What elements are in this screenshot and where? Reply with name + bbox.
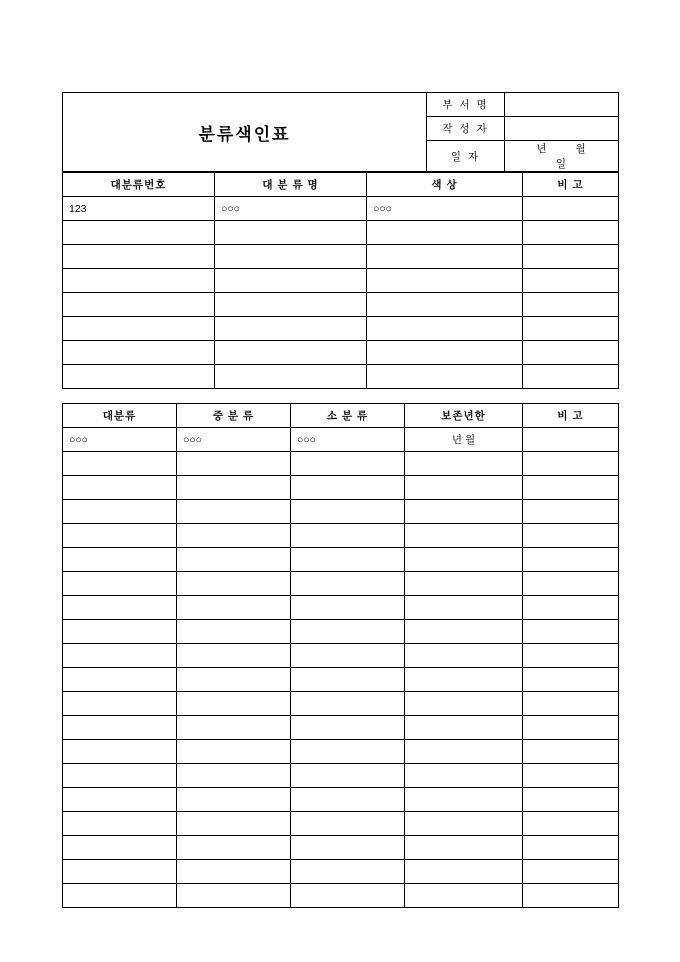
cell-retention-period[interactable] [405,788,523,812]
cell-major[interactable] [63,644,177,668]
cell-major[interactable] [63,500,177,524]
table-row[interactable] [63,644,619,668]
col-remarks: 비 고 [523,404,619,428]
cell-retention-period[interactable] [405,860,523,884]
cell-remarks[interactable] [523,365,619,389]
cell-retention-period[interactable] [405,524,523,548]
cell-major-name[interactable] [215,245,367,269]
cell-remarks[interactable] [523,812,619,836]
cell-middle[interactable] [177,668,291,692]
cell-retention-period[interactable] [405,812,523,836]
cell-major-number[interactable]: 123 [63,197,215,221]
cell-minor[interactable] [291,596,405,620]
cell-retention-period[interactable] [405,668,523,692]
table-row[interactable] [63,500,619,524]
cell-major[interactable] [63,716,177,740]
cell-major[interactable] [63,692,177,716]
table-row[interactable] [63,341,619,365]
value-date[interactable] [505,141,619,172]
cell-middle[interactable] [177,452,291,476]
table-row[interactable] [63,524,619,548]
table-row[interactable] [63,596,619,620]
table-row[interactable] [63,812,619,836]
cell-major[interactable] [63,764,177,788]
table-row[interactable] [63,245,619,269]
cell-minor[interactable] [291,884,405,908]
cell-middle[interactable] [177,572,291,596]
cell-major[interactable] [63,620,177,644]
cell-color[interactable] [367,341,523,365]
cell-major-name[interactable] [215,221,367,245]
cell-middle[interactable] [177,596,291,620]
cell-major-number[interactable] [63,365,215,389]
page-title: 분류색인표 [63,93,427,172]
table-row[interactable] [63,692,619,716]
cell-middle[interactable] [177,812,291,836]
cell-color[interactable] [367,269,523,293]
cell-retention-period[interactable] [405,836,523,860]
cell-retention-period[interactable] [405,692,523,716]
cell-remarks[interactable] [523,572,619,596]
cell-color[interactable] [367,293,523,317]
cell-minor[interactable]: ○○○ [291,428,405,452]
cell-remarks[interactable] [523,221,619,245]
cell-middle[interactable] [177,716,291,740]
cell-retention-period[interactable] [405,740,523,764]
cell-major[interactable] [63,668,177,692]
col-middle: 중 분 류 [177,404,291,428]
table-header-row [63,173,619,197]
table-row[interactable] [63,428,619,452]
cell-major-name[interactable] [215,269,367,293]
cell-minor[interactable] [291,812,405,836]
major-classification-table [62,172,619,389]
table-row[interactable] [63,293,619,317]
cell-major[interactable] [63,812,177,836]
cell-major-name[interactable]: ○○○ [215,197,367,221]
cell-remarks[interactable] [523,884,619,908]
cell-middle[interactable] [177,524,291,548]
table-row[interactable] [63,197,619,221]
cell-remarks[interactable] [523,269,619,293]
date-year: 년 [536,143,548,155]
cell-middle[interactable] [177,476,291,500]
cell-color[interactable] [367,245,523,269]
cell-minor[interactable] [291,668,405,692]
table-row[interactable] [63,884,619,908]
table-row[interactable] [63,572,619,596]
table-header-row [63,404,619,428]
value-department[interactable] [505,93,619,117]
cell-remarks[interactable] [523,620,619,644]
cell-minor[interactable] [291,500,405,524]
cell-retention-period[interactable] [405,452,523,476]
cell-remarks[interactable] [523,596,619,620]
cell-middle[interactable] [177,788,291,812]
cell-color[interactable]: ○○○ [367,197,523,221]
cell-retention-period[interactable] [405,644,523,668]
col-remarks: 비 고 [523,173,619,197]
cell-major[interactable] [63,884,177,908]
cell-minor[interactable] [291,524,405,548]
cell-minor[interactable] [291,644,405,668]
cell-middle[interactable]: ○○○ [177,428,291,452]
table-row[interactable] [63,860,619,884]
cell-major-number[interactable] [63,293,215,317]
col-minor: 소 분 류 [291,404,405,428]
cell-retention-period[interactable] [405,572,523,596]
cell-major-name[interactable] [215,317,367,341]
cell-color[interactable] [367,221,523,245]
cell-major-number[interactable] [63,269,215,293]
cell-remarks[interactable] [523,524,619,548]
cell-middle[interactable] [177,764,291,788]
cell-major-number[interactable] [63,341,215,365]
cell-minor[interactable] [291,548,405,572]
table-row[interactable] [63,269,619,293]
cell-minor[interactable] [291,788,405,812]
table-row[interactable] [63,221,619,245]
cell-major[interactable] [63,836,177,860]
form-page [62,92,618,908]
cell-remarks[interactable] [523,548,619,572]
table-row[interactable] [63,452,619,476]
cell-major[interactable] [63,524,177,548]
cell-remarks[interactable] [523,341,619,365]
table-row[interactable] [63,716,619,740]
header-row-department [63,93,619,117]
cell-major-number[interactable] [63,221,215,245]
table-row[interactable] [63,620,619,644]
table-row[interactable] [63,764,619,788]
cell-remarks[interactable] [523,452,619,476]
cell-remarks[interactable] [523,860,619,884]
cell-remarks[interactable] [523,836,619,860]
classification-detail-table [62,403,619,908]
cell-remarks[interactable] [523,788,619,812]
cell-major[interactable] [63,596,177,620]
table-row[interactable] [63,668,619,692]
cell-middle[interactable] [177,860,291,884]
cell-major-number[interactable] [63,245,215,269]
col-color: 색 상 [367,173,523,197]
label-author: 작 성 자 [427,117,505,141]
cell-color[interactable] [367,365,523,389]
cell-minor[interactable] [291,836,405,860]
cell-remarks[interactable] [523,293,619,317]
cell-middle[interactable] [177,548,291,572]
cell-remarks[interactable] [523,740,619,764]
cell-middle[interactable] [177,692,291,716]
col-major-name: 대 분 류 명 [215,173,367,197]
table-gap [62,389,618,403]
cell-middle[interactable] [177,740,291,764]
cell-remarks[interactable] [523,692,619,716]
cell-minor[interactable] [291,860,405,884]
value-author[interactable] [505,117,619,141]
cell-minor[interactable] [291,740,405,764]
cell-major[interactable] [63,452,177,476]
table-row[interactable] [63,740,619,764]
cell-major[interactable] [63,548,177,572]
cell-retention-period[interactable] [405,548,523,572]
col-major: 대분류 [63,404,177,428]
cell-major-name[interactable] [215,341,367,365]
date-day: 일 [555,158,568,170]
cell-retention-period[interactable] [405,596,523,620]
cell-retention-period[interactable] [405,884,523,908]
cell-remarks[interactable] [523,644,619,668]
col-retention-period: 보존년한 [405,404,523,428]
cell-minor[interactable] [291,452,405,476]
table-row[interactable] [63,836,619,860]
cell-minor[interactable] [291,716,405,740]
cell-minor[interactable] [291,692,405,716]
cell-remarks[interactable] [523,476,619,500]
date-month: 월 [575,143,587,155]
cell-major[interactable] [63,788,177,812]
cell-remarks[interactable] [523,197,619,221]
cell-major[interactable]: ○○○ [63,428,177,452]
cell-major[interactable] [63,860,177,884]
cell-minor[interactable] [291,620,405,644]
cell-remarks[interactable] [523,668,619,692]
cell-minor[interactable] [291,764,405,788]
table-row[interactable] [63,788,619,812]
cell-middle[interactable] [177,644,291,668]
table-row[interactable] [63,476,619,500]
label-date: 일 자 [427,141,505,172]
cell-remarks[interactable] [523,317,619,341]
cell-major[interactable] [63,572,177,596]
cell-remarks[interactable] [523,500,619,524]
cell-middle[interactable] [177,500,291,524]
cell-remarks[interactable] [523,716,619,740]
cell-remarks[interactable] [523,764,619,788]
cell-major-name[interactable] [215,365,367,389]
cell-retention-period[interactable]: 년 월 [405,428,523,452]
cell-middle[interactable] [177,884,291,908]
label-department: 부 서 명 [427,93,505,117]
cell-retention-period[interactable] [405,620,523,644]
cell-middle[interactable] [177,620,291,644]
cell-retention-period[interactable] [405,716,523,740]
header-table [62,92,619,172]
cell-retention-period[interactable] [405,476,523,500]
col-major-number: 대분류번호 [63,173,215,197]
cell-minor[interactable] [291,476,405,500]
cell-major-name[interactable] [215,293,367,317]
cell-major[interactable] [63,740,177,764]
cell-color[interactable] [367,317,523,341]
cell-major-number[interactable] [63,317,215,341]
cell-major[interactable] [63,476,177,500]
table-row[interactable] [63,365,619,389]
cell-remarks[interactable] [523,245,619,269]
cell-retention-period[interactable] [405,764,523,788]
cell-remarks[interactable] [523,428,619,452]
table-row[interactable] [63,317,619,341]
cell-minor[interactable] [291,572,405,596]
table-row[interactable] [63,548,619,572]
cell-middle[interactable] [177,836,291,860]
cell-retention-period[interactable] [405,500,523,524]
